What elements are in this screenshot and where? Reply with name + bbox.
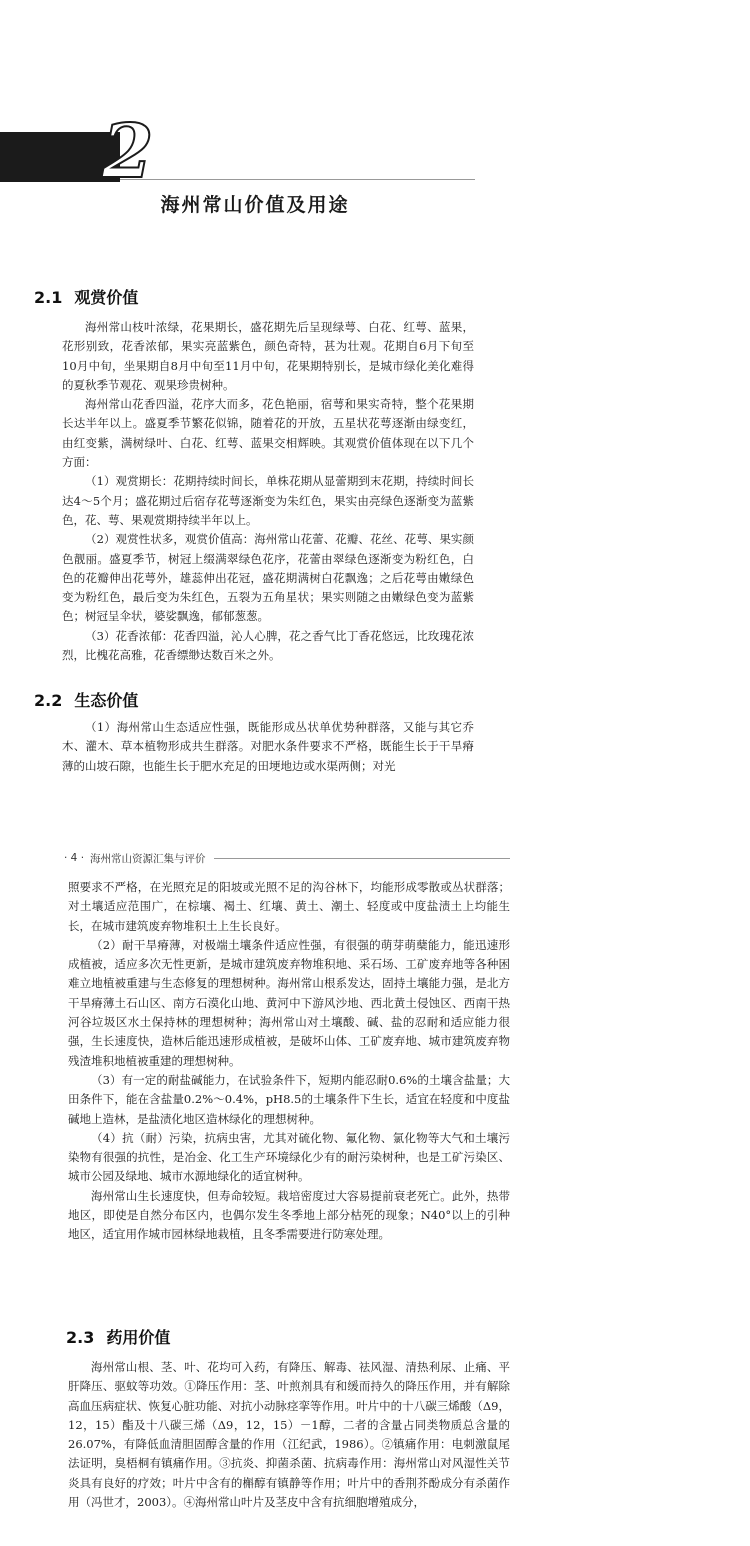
paragraph: （2）观赏性状多，观赏价值高：海州常山花蕾、花瓣、花丝、花萼、果实颜色靓丽。盛夏季节，树冠上缀满翠绿色花序，花蕾由翠绿色逐渐变为粉红色，白色的花瓣伸出花萼外，雄蕊伸出花冠，盛花期满树白花飘逸；之后花萼由嫩绿色变为粉红色，最后变为朱红色，五裂为五角星状；果实则随之由嫩绿色变为蓝紫色；树冠呈伞状，婆娑飘逸，郁郁葱葱。 bbox=[62, 532, 474, 624]
paragraph: （3）有一定的耐盐碱能力，在试验条件下，短期内能忍耐0.6%的土壤含盐量；大田条件下，能在含盐量0.2%～0.4%，pH8.5的土壤条件下生长，适宜在轻度和中度盐碱地上造林，是盐渍化地区造林绿化的理想树种。 bbox=[68, 1072, 510, 1126]
paragraph: （3）花香浓郁：花香四溢，沁人心脾，花之香气比丁香花悠远，比玫瑰花浓烈，比槐花高雅，花香缥缈达数百米之外。 bbox=[62, 628, 474, 663]
section-2-1-body bbox=[62, 318, 474, 665]
page-number: · 4 · bbox=[64, 852, 85, 864]
paragraph: （1）海州常山生态适应性强，既能形成丛状单优势种群落，又能与其它乔木、灌木、草本植物形成共生群落。对肥水条件要求不严格，既能生长于干旱瘠薄的山坡石隙，也能生长于肥水充足的田埂地边或水渠两侧；对光 bbox=[62, 720, 474, 773]
paragraph: （2）耐干旱瘠薄，对极端土壤条件适应性强，有很强的萌芽萌蘖能力，能迅速形成植被，适应多次无性更新，是城市建筑废弃物堆积地、采石场、工矿废弃地等各种困难立地植被重建与生态修复的理想树种。海州常山根系发达，固持土壤能力强，是北方干旱瘠薄土石山区、南方石漠化山地、黄河中下游风沙地、西北黄土侵蚀区、西南干热河谷垃圾区水土保持林的理想树种；海州常山对土壤酸、碱、盐的忍耐和适应能力很强，生长速度快，造林后能迅速形成植被，是破坏山体、工矿废弃地、城市建筑废弃物残渣堆积地植被重建的理想树种。 bbox=[68, 937, 510, 1068]
page-bottom bbox=[0, 820, 750, 1546]
header-rule bbox=[214, 858, 510, 859]
paragraph: （4）抗（耐）污染，抗病虫害，尤其对硫化物、氟化物、氯化物等大气和土壤污染物有很强的抗性，是冶金、化工生产环境绿化少有的耐污染树种，也是工矿污染区、城市公园及绿地、城市水源地绿化的适宜树种。 bbox=[68, 1130, 510, 1184]
paragraph: 海州常山生长速度快，但寿命较短。栽培密度过大容易提前衰老死亡。此外，热带地区，即使是自然分布区内，也偶尔发生冬季地上部分枯死的现象；N40°以上的引种地区，适宜用作城市园林绿地栽植，且冬季需要进行防寒处理。 bbox=[68, 1188, 510, 1242]
section-title: 药用价值 bbox=[106, 1328, 171, 1347]
paragraph: 海州常山花香四溢，花序大而多，花色艳丽，宿萼和果实奇特，整个花果期长达半年以上。盛夏季节繁花似锦，随着花的开放，五星状花萼逐渐由绿变红，由红变紫，满树绿叶、白花、红萼、蓝果交相辉映。其观赏价值体现在以下几个方面： bbox=[62, 397, 474, 470]
section-2-3-body bbox=[68, 1358, 510, 1512]
paragraph: 海州常山根、茎、叶、花均可入药，有降压、解毒、祛风湿、清热利尿、止痛、平肝降压、驱蚊等功效。①降压作用：茎、叶煎剂具有和缓而持久的降压作用，并有解除高血压病症状、恢复心脏功能、对抗小动脉痉挛等作用。叶片中的十八碳三烯酸（Δ9，12，15）酯及十八碳三烯（Δ9，12，15）－1醇，二者的含量占同类物质总含量的26.07%，有降低血清胆固醇含量的作用（江纪武，1986）。②镇痛作用：电刺激鼠尾法证明，臭梧桐有镇痛作用。③抗炎、抑菌杀菌、抗病毒作用：海州常山对风湿性关节炎具有良好的疗效；叶片中含有的槲醇有镇静等作用；叶片中的香荆芥酚成分有杀菌作用（冯世才，2003）。④海州常山叶片及茎皮中含有抗细胞增殖成分， bbox=[68, 1360, 510, 1510]
running-header bbox=[64, 848, 510, 868]
paragraph: （1）观赏期长：花期持续时间长，单株花期从显蕾期到末花期，持续时间长达4～5个月；盛花期过后宿存花萼逐渐变为朱红色，果实由亮绿色逐渐变为蓝紫色，花、萼、果观赏期持续半年以上。 bbox=[62, 474, 474, 527]
book-title: 海州常山资源汇集与评价 bbox=[90, 852, 206, 865]
section-2-2-body bbox=[62, 718, 474, 776]
section-title: 生态价值 bbox=[74, 691, 139, 710]
chapter-rule bbox=[120, 179, 475, 180]
section-2-2-continued bbox=[68, 878, 510, 1245]
section-number: 2.3 bbox=[66, 1328, 95, 1347]
section-heading-2-2 bbox=[34, 690, 138, 712]
paragraph: 照要求不严格，在光照充足的阳坡或光照不足的沟谷林下，均能形成零散或丛状群落；对土壤适应范围广，在棕壤、褐土、红壤、黄土、潮土、轻度或中度盐渍土上均能生长，在城市建筑废弃物堆积土上生长良好。 bbox=[68, 880, 510, 933]
section-heading-2-1 bbox=[34, 287, 138, 309]
section-title: 观赏价值 bbox=[74, 288, 139, 307]
section-number: 2.1 bbox=[34, 288, 63, 307]
paragraph: 海州常山枝叶浓绿，花果期长，盛花期先后呈现绿萼、白花、红萼、蓝果，花形别致，花香浓郁，果实亮蓝紫色，颜色奇特，甚为壮观。花期自6月下旬至10月中旬，坐果期自8月中旬至11月中旬，花果期特别长，是城市绿化美化难得的夏秋季节观花、观果珍贵树种。 bbox=[62, 320, 474, 392]
section-heading-2-3 bbox=[66, 1327, 170, 1349]
chapter-number: 2 bbox=[102, 109, 154, 195]
chapter-title: 海州常山价值及用途 bbox=[160, 194, 350, 216]
section-number: 2.2 bbox=[34, 691, 63, 710]
